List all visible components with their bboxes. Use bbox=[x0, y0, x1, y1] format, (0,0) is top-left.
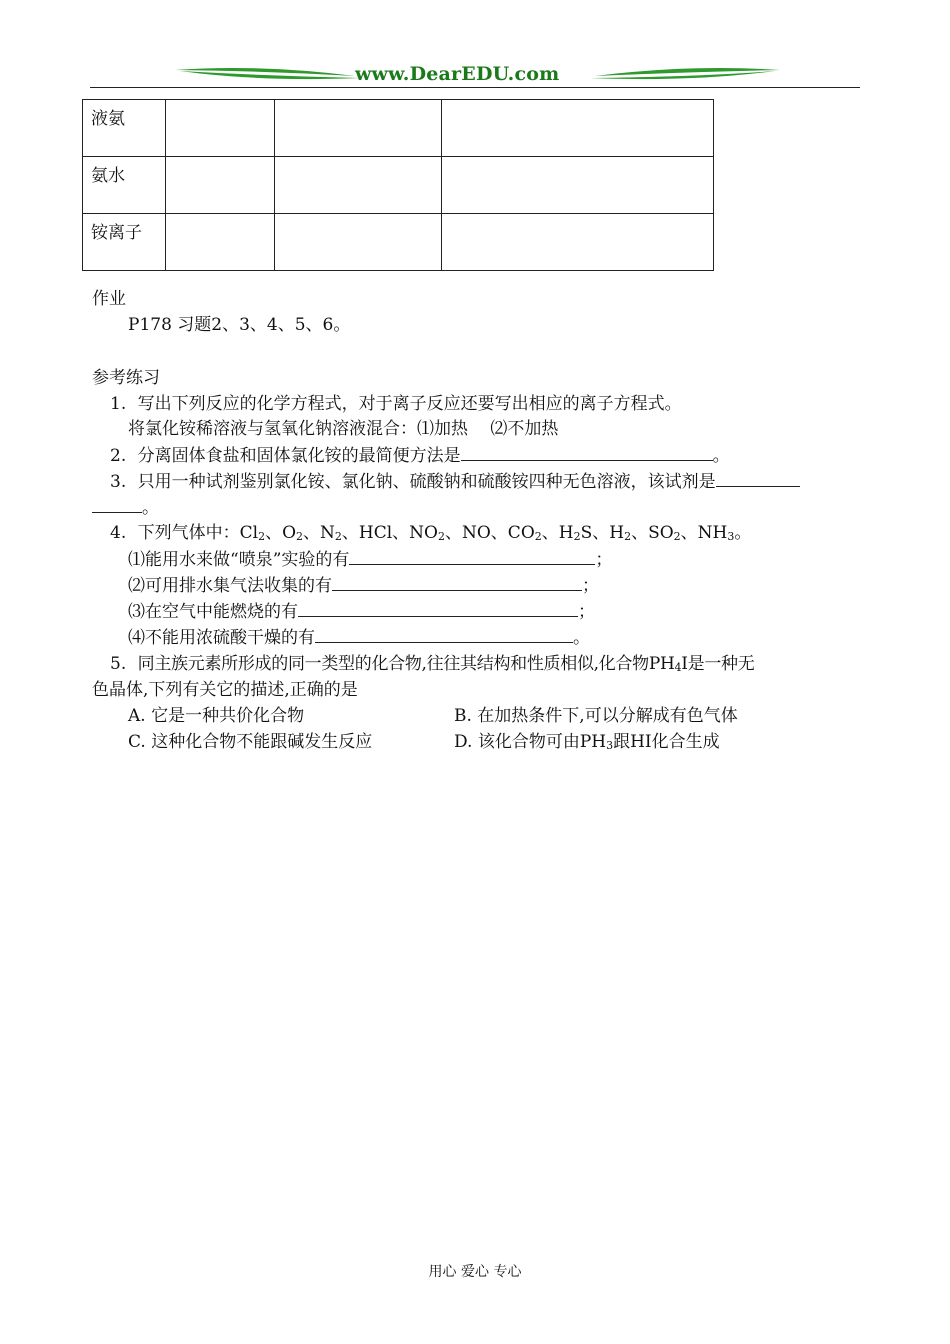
table-row bbox=[83, 157, 714, 214]
answer-blank[interactable] bbox=[298, 600, 578, 617]
question-4-item-2 bbox=[128, 574, 599, 597]
answer-blank[interactable] bbox=[716, 470, 800, 487]
row-label: 铵离子 bbox=[83, 214, 166, 271]
question-number: 2. bbox=[110, 446, 127, 466]
option-d: D. 该化合物可由$PH_3$跟HI化合生成 bbox=[454, 732, 720, 752]
table-cell bbox=[166, 157, 275, 214]
item-text: ⑵可用排水集气法收集的有 bbox=[128, 576, 332, 596]
practice-title: 参考练习 bbox=[92, 368, 160, 388]
table-cell bbox=[442, 100, 714, 157]
question-text: 只用一种试剂鉴别氯化铵、氯化钠、硫酸钠和硫酸铵四种无色溶液，该试剂是 bbox=[137, 472, 716, 492]
question-3-cont bbox=[92, 496, 159, 519]
gas-list: $Cl_2$、$O_2$、$N_2$、HCl、$NO_2$、NO、$CO_2$、$H_2S$、$H_2$、$SO_2$、$NH_3$。 bbox=[239, 523, 752, 543]
question-number: 5. bbox=[110, 654, 127, 674]
option-c: C. 这种化合物不能跟碱发生反应 bbox=[128, 732, 373, 752]
item-end: ； bbox=[578, 602, 595, 622]
question-number: 3. bbox=[110, 472, 127, 492]
answer-blank[interactable] bbox=[332, 574, 582, 591]
answer-blank[interactable] bbox=[92, 496, 142, 513]
answer-blank[interactable] bbox=[315, 626, 573, 643]
option-b: B. 在加热条件下,可以分解成有色气体 bbox=[454, 706, 738, 726]
question-5 bbox=[110, 653, 754, 675]
homework-title: 作业 bbox=[92, 289, 126, 309]
property-table bbox=[82, 99, 714, 271]
question-text: 下列气体中： bbox=[137, 523, 240, 543]
answer-blank[interactable] bbox=[349, 548, 595, 565]
question-4-item-3 bbox=[128, 600, 595, 623]
item-text: ⑷不能用浓硫酸干燥的有 bbox=[128, 628, 315, 648]
table-cell bbox=[275, 157, 442, 214]
site-logo: www.DearEDU.com bbox=[355, 63, 560, 85]
table-cell bbox=[442, 157, 714, 214]
question-4 bbox=[110, 522, 751, 544]
table-cell bbox=[442, 214, 714, 271]
row-label: 氨水 bbox=[83, 157, 166, 214]
question-5-cont: 色晶体,下列有关它的描述,正确的是 bbox=[92, 680, 358, 700]
page-footer: 用心 爱心 专心 bbox=[428, 1264, 522, 1280]
question-number: 4. bbox=[110, 523, 127, 543]
table-cell bbox=[166, 214, 275, 271]
question-4-item-4 bbox=[128, 626, 590, 649]
table-cell bbox=[275, 214, 442, 271]
item-end: 。 bbox=[573, 628, 590, 648]
answer-blank[interactable] bbox=[461, 444, 713, 461]
question-number: 1. bbox=[110, 394, 127, 414]
question-text: 同主族元素所形成的同一类型的化合物,往往其结构和性质相似,化合物$PH_4I$是一种无 bbox=[137, 654, 755, 674]
question-end: 。 bbox=[142, 498, 159, 518]
item-text: ⑶在空气中能燃烧的有 bbox=[128, 602, 298, 622]
row-label: 液氨 bbox=[83, 100, 166, 157]
question-1 bbox=[110, 393, 682, 415]
table-row bbox=[83, 214, 714, 271]
item-text: ⑴能用水来做“喷泉”实验的有 bbox=[128, 550, 350, 570]
header-rule bbox=[90, 87, 860, 88]
question-3 bbox=[110, 470, 800, 493]
option-a: A. 它是一种共价化合物 bbox=[128, 706, 305, 726]
table-row bbox=[83, 100, 714, 157]
item-end: ； bbox=[595, 550, 613, 570]
question-text: 写出下列反应的化学方程式，对于离子反应还要写出相应的离子方程式。 bbox=[137, 394, 682, 414]
question-text: 分离固体食盐和固体氯化铵的最简便方法是 bbox=[137, 446, 461, 466]
question-1-sub: 将氯化铵稀溶液与氢氧化钠溶液混合：⑴加热 ⑵不加热 bbox=[128, 419, 559, 439]
question-end: 。 bbox=[712, 446, 730, 466]
table-cell bbox=[275, 100, 442, 157]
table-cell bbox=[166, 100, 275, 157]
question-4-item-1 bbox=[128, 548, 612, 571]
item-end: ； bbox=[582, 576, 599, 596]
homework-text: P178 习题2、3、4、5、6。 bbox=[128, 315, 351, 335]
question-2 bbox=[110, 444, 730, 467]
